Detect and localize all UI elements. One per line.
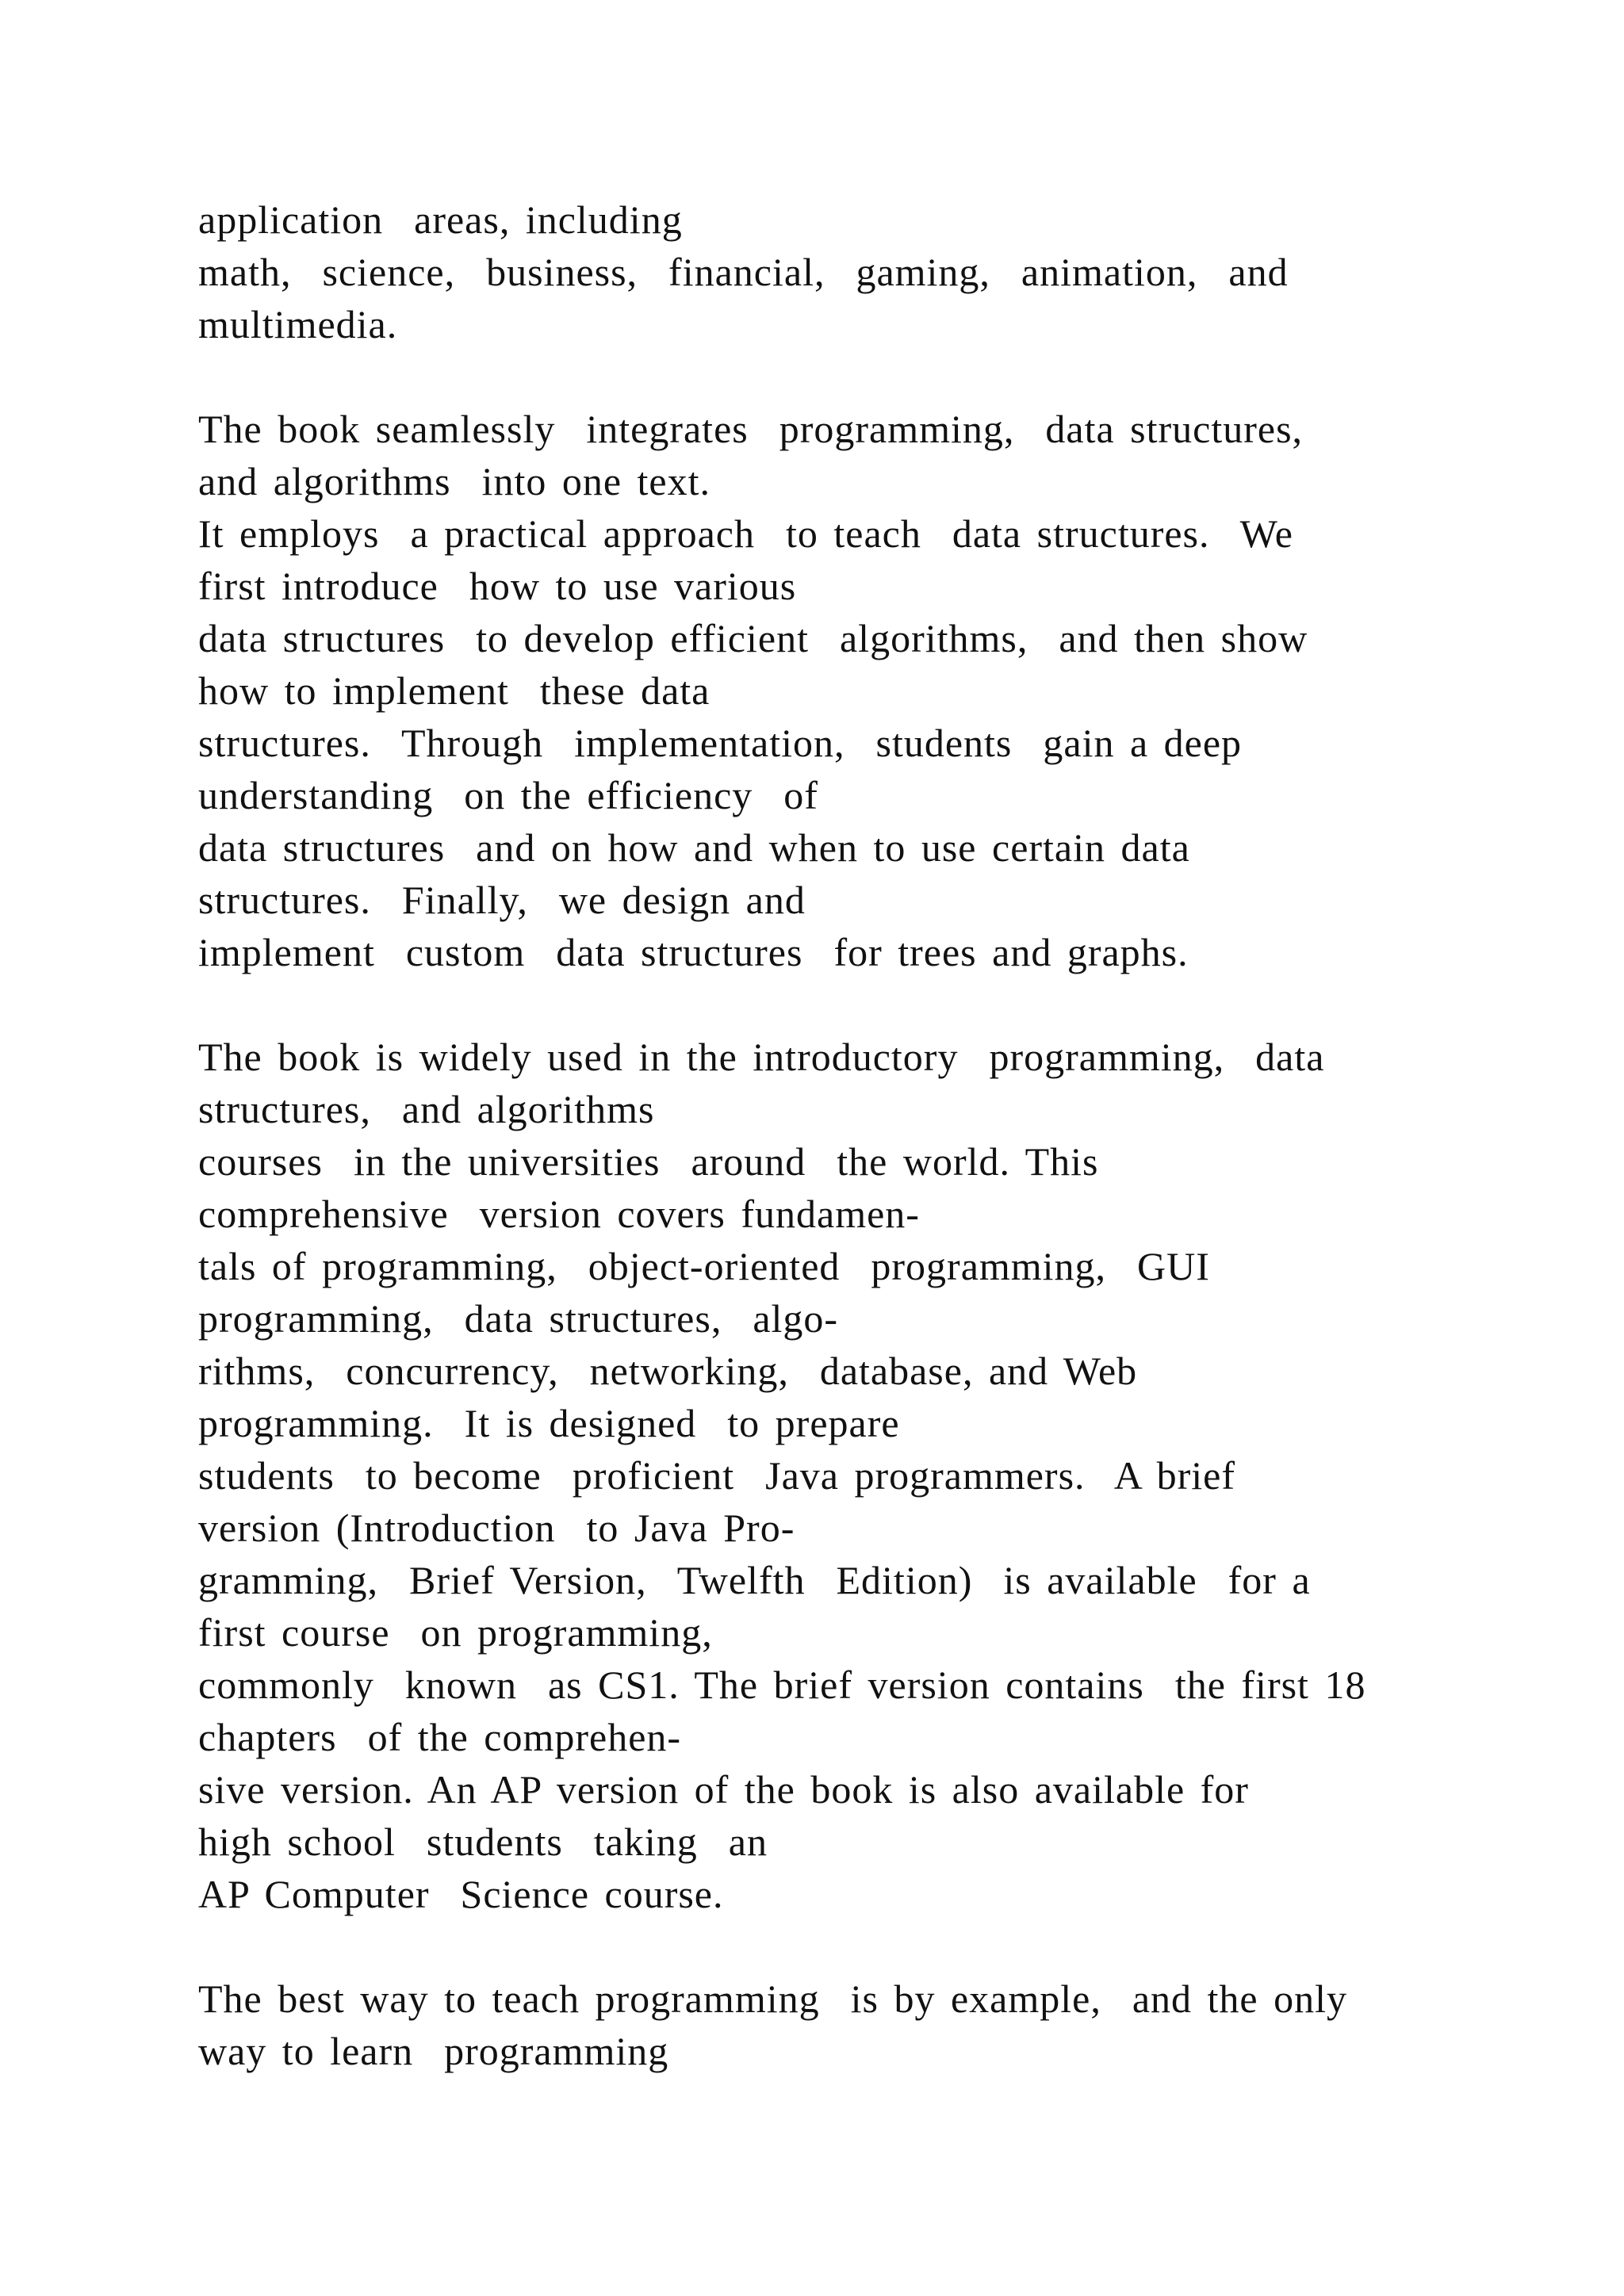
paragraph-2 [198,403,1499,978]
text-line: data structures to develop efficient algorithms, and then show [198,616,1308,660]
text-line: sive version. An AP version of the book is also available for [198,1767,1249,1812]
paragraph-1 [198,193,1499,350]
text-line: understanding on the efficiency of [198,773,818,817]
text-line: commonly known as CS1. The brief version contains the first 18 [198,1663,1366,1707]
text-line: comprehensive version covers fundamen- [198,1192,920,1236]
text-line: chapters of the comprehen- [198,1715,682,1759]
text-line: structures, and algorithms [198,1087,655,1131]
paragraph-gap [198,1920,1499,1973]
text-line: courses in the universities around the world. This [198,1139,1099,1184]
text-line: It employs a practical approach to teach data structures. We [198,511,1293,556]
paragraph-gap [198,978,1499,1031]
text-line: structures. Finally, we design and [198,878,806,922]
text-line: first course on programming, [198,1610,713,1655]
text-line: students to become proficient Java programmers. A brief [198,1453,1236,1498]
text-line: version (Introduction to Java Pro- [198,1506,795,1550]
paragraph-4 [198,1973,1499,2077]
text-line: rithms, concurrency, networking, database, and Web [198,1349,1138,1393]
text-line: data structures and on how and when to use certain data [198,825,1190,870]
text-line: high school students taking an [198,1820,768,1864]
document-body [198,193,1499,2077]
text-line: multimedia. [198,302,398,346]
text-line: math, science, business, financial, gaming, animation, and [198,250,1289,294]
text-line: way to learn programming [198,2029,669,2073]
text-line: first introduce how to use various [198,564,797,608]
text-line: The book seamlessly integrates programming, data structures, [198,407,1304,451]
text-line: structures. Through implementation, students gain a deep [198,721,1243,765]
paragraph-gap [198,350,1499,403]
text-line: gramming, Brief Version, Twelfth Edition) is available for a [198,1558,1311,1602]
text-line: programming. It is designed to prepare [198,1401,900,1445]
text-line: programming, data structures, algo- [198,1296,839,1341]
text-line: how to implement these data [198,668,710,713]
text-line: The best way to teach programming is by example, and the only [198,1976,1347,2021]
text-line: application areas, including [198,197,683,242]
text-line: AP Computer Science course. [198,1872,724,1916]
text-line: and algorithms into one text. [198,459,711,503]
text-line: The book is widely used in the introductory programming, data [198,1035,1325,1079]
paragraph-3 [198,1031,1499,1920]
text-line: implement custom data structures for trees and graphs. [198,930,1189,974]
text-line: tals of programming, object-oriented programming, GUI [198,1244,1210,1288]
